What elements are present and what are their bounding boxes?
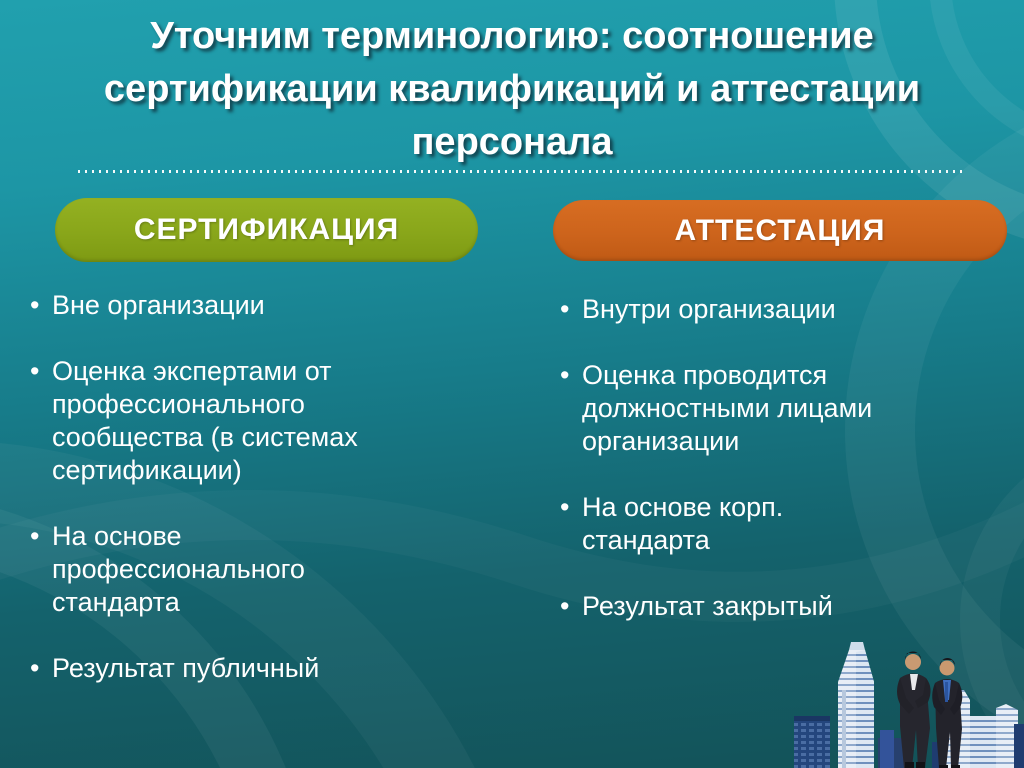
bullet-line: Оценка экспертами от [52,356,332,386]
building-dark-left [794,716,830,768]
bullet-text [52,520,482,619]
bullet-line: Результат публичный [52,653,320,683]
attestation-header-label: АТТЕСТАЦИЯ [674,213,886,247]
bullet-marker: • [560,492,570,522]
building-tall-tower [838,642,874,768]
slide-title-line-3: персонала [411,121,613,163]
bullet-marker: • [30,653,40,683]
bullet-line: На основе [52,521,182,551]
bullet-text [582,359,940,458]
bullet-marker: • [30,290,40,320]
bullet-line: должностными лицами [582,393,873,423]
bullet-item [560,359,940,458]
bullet-item [560,293,940,326]
bullet-item [30,355,482,487]
bullet-marker: • [560,591,570,621]
slide-title-line-2: сертификации квалификаций и аттестации [103,68,921,110]
bullet-line: Внутри организации [582,294,836,324]
bullet-item [30,520,482,619]
bullet-line: сертификации) [52,455,242,485]
bullet-line: Вне организации [52,290,265,320]
slide-title-line-1: Уточним терминологию: соотношение [150,15,874,57]
bullet-line: организации [582,426,740,456]
dotted-divider [78,170,964,173]
bullet-line: стандарта [52,587,180,617]
bullet-line: стандарта [582,525,710,555]
bullet-line: На основе корп. [582,492,784,522]
bullet-text [582,293,940,326]
attestation-column [560,293,940,623]
bullet-line: сообщества (в системах [52,422,358,452]
bullet-line: профессионального [52,389,305,419]
bullet-marker: • [560,360,570,390]
attestation-header-pill [553,200,1007,261]
bullet-marker: • [560,294,570,324]
bullet-item [560,491,940,557]
bullet-marker: • [30,356,40,386]
bullet-item [560,590,940,623]
bullet-text [52,652,482,685]
bullet-text [52,289,482,322]
bullet-text [52,355,482,487]
bullet-line: профессионального [52,554,305,584]
bullet-line: Оценка проводится [582,360,828,390]
bullet-marker: • [30,521,40,551]
bullet-text [582,491,940,557]
bullet-text [582,590,940,623]
slide-title [40,10,984,169]
certification-header-label: СЕРТИФИКАЦИЯ [133,213,400,246]
bullet-line: Результат закрытый [582,591,833,621]
businessmen-city-image [792,620,1024,768]
bullet-item [30,289,482,322]
bullet-item [30,652,482,685]
certification-column [30,289,482,685]
certification-header-pill [55,198,478,262]
